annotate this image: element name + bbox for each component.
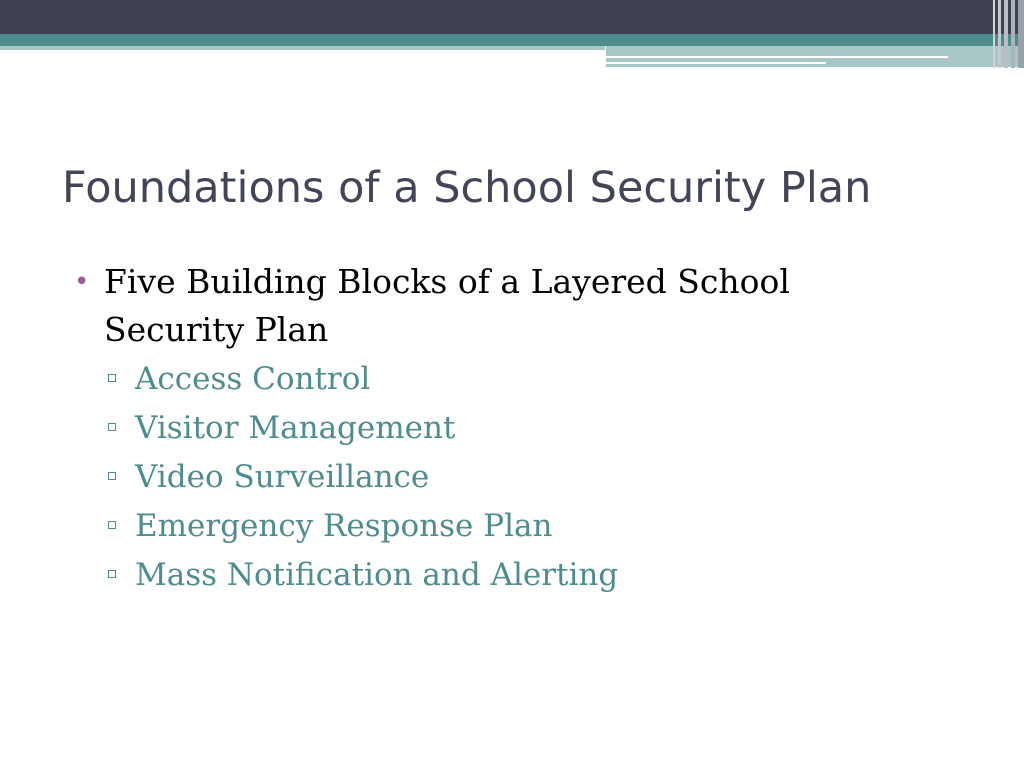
main-bullet-text: Five Building Blocks of a Layered School Security Plan	[104, 262, 790, 349]
square-bullet-icon	[108, 472, 116, 480]
slide-title: Foundations of a School Security Plan	[62, 163, 872, 213]
stripe	[1011, 0, 1016, 68]
square-bullet-icon	[108, 374, 116, 382]
square-bullet-icon	[108, 570, 116, 578]
sub-bullet-item	[74, 502, 934, 551]
stripe	[993, 0, 995, 68]
sub-bullet-item	[74, 453, 934, 502]
square-bullet-icon	[108, 423, 116, 431]
main-bullet	[74, 258, 934, 354]
header-band-dark	[0, 0, 1024, 34]
header-accent-line	[606, 56, 948, 58]
header-stripes	[990, 0, 1024, 68]
sub-bullet-text: Visitor Management	[135, 410, 456, 446]
square-bullet-icon	[108, 521, 116, 529]
stripe	[1004, 0, 1008, 68]
stripe	[998, 0, 1001, 68]
sub-bullet-text: Video Surveillance	[135, 459, 430, 495]
header-accent-line	[606, 62, 826, 64]
header-band-teal	[0, 34, 1024, 46]
sub-bullet-text: Emergency Response Plan	[135, 508, 553, 544]
sub-bullet-item	[74, 404, 934, 453]
sub-bullet-text: Access Control	[135, 361, 371, 397]
sub-bullet-item	[74, 355, 934, 404]
sub-bullet-text: Mass Notification and Alerting	[135, 557, 619, 593]
stripe	[1018, 0, 1024, 68]
slide-body	[74, 258, 934, 600]
sub-bullet-list	[74, 355, 934, 600]
sub-bullet-item	[74, 551, 934, 600]
bullet-marker: •	[74, 267, 90, 297]
header-band-pale	[0, 46, 605, 50]
